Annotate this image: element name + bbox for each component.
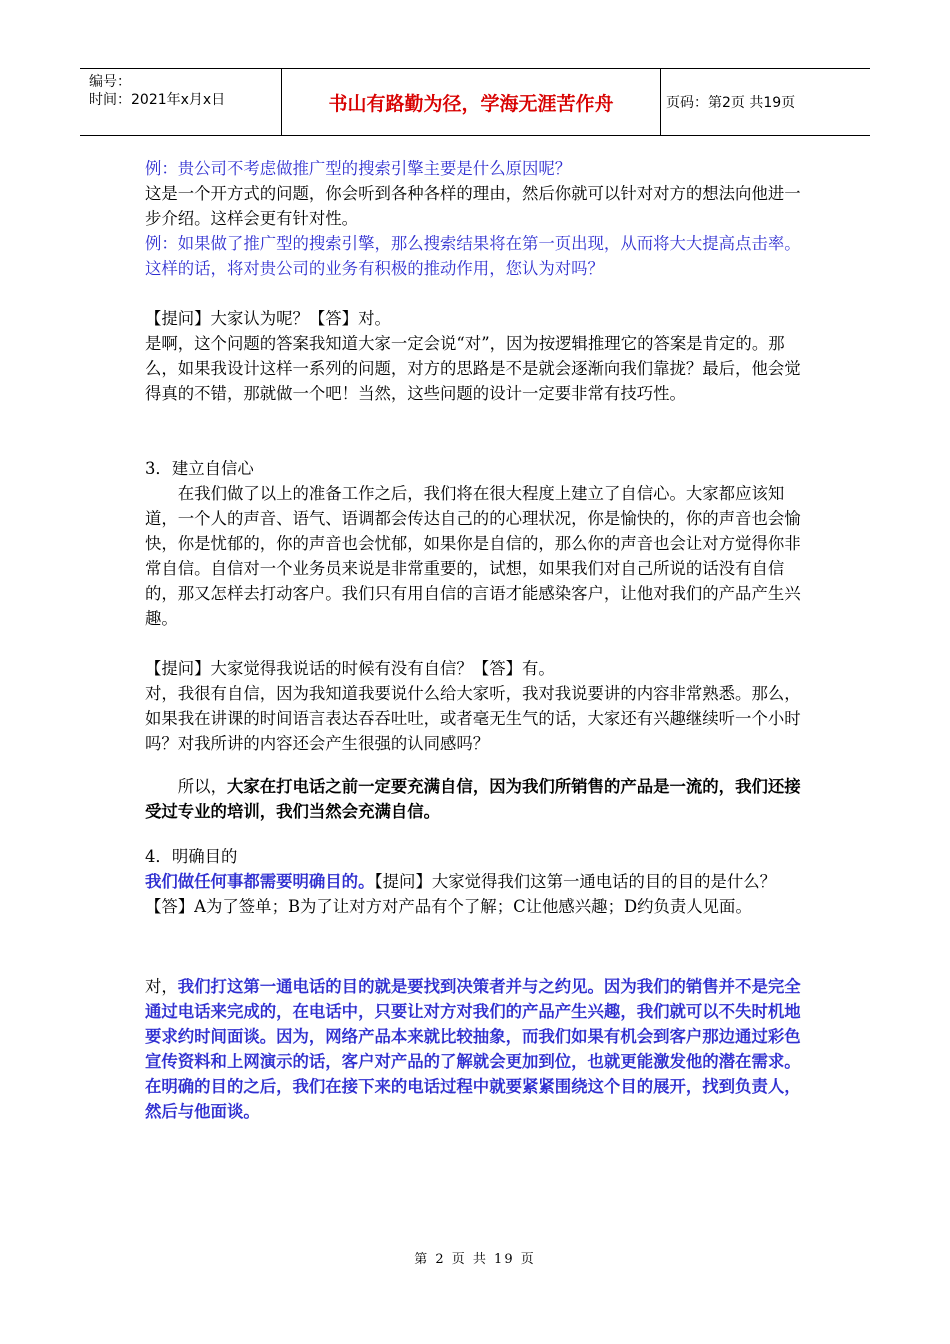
page-header	[80, 68, 870, 136]
paragraph: 这是一个开方式的问题，你会听到各种各样的理由，然后你就可以针对对方的想法向他进一步介绍。这样会更有针对性。	[145, 184, 801, 228]
paragraph: 在我们做了以上的准备工作之后，我们将在很大程度上建立了自信心。大家都应该知道，一个人的声音、语气、语调都会传达自己的的心理状况，你是愉快的，你的声音也会愉快，你是忧郁的，你的声音也会忧郁，如果你是自信的，那么你的声音也会让对方觉得你非常自信。自信对一个业务员来说是非常重要的，试想，如果我们对自己所说的话没有自信的，那又怎样去打动客户。我们只有用自信的言语才能感染客户，让他对我们的产品产生兴趣。	[145, 484, 801, 628]
document-body	[145, 156, 810, 1124]
paragraph	[145, 774, 810, 824]
paragraph: 是啊，这个问题的答案我知道大家一定会说“对”，因为按逻辑推理它的答案是肯定的。那么，如果我设计这样一系列的问题，对方的思路是不是就会逐渐向我们靠拢？最后，他会觉得真的不错，那就做一个吧！当然，这些问题的设计一定要非常有技巧性。	[145, 334, 801, 403]
question-answer: 【提问】大家觉得我说话的时候有没有自信？【答】有。	[145, 659, 555, 678]
header-page-number: 页码：第2页 共19页	[666, 95, 796, 111]
section-heading: 4．明确目的	[145, 847, 238, 866]
paragraph	[145, 869, 810, 919]
emphasis-text: 我们打这第一通电话的目的就是要找到决策者并与之约见。因为我们的销售并不是完全通过电话来完成的，在电话中，只要让对方对我们的产品产生兴趣，我们就可以不失时机地要求约时间面谈。因为，网络产品本来就比较抽象，而我们如果有机会到客户那边通过彩色宣传资料和上网演示的话，客户对产品的了解就会更加到位，也就更能激发他的潜在需求。在明确的目的之后，我们在接下来的电话过程中就要紧紧围绕这个目的展开，找到负责人，然后与他面谈。	[145, 977, 801, 1121]
header-info	[80, 69, 281, 135]
emphasis-text: 大家在打电话之前一定要充满自信，因为我们所销售的产品是一流的，我们还接受过专业的培训，我们当然会充满自信。	[145, 777, 801, 821]
paragraph-text: 【提问】大家觉得我们这第一通电话的目的目的是什么？【答】A为了签单；B为了让对方对产品有个了解；C让他感兴趣；D约负责人见面。	[145, 872, 777, 916]
page-footer: 第 2 页 共 19 页	[414, 1252, 536, 1267]
header-divider	[660, 69, 661, 135]
example-statement: 例：如果做了推广型的搜索引擎，那么搜索结果将在第一页出现，从而将大大提高点击率。这样的话，将对贵公司的业务有积极的推动作用，您认为对吗？	[145, 234, 801, 278]
number-label: 编号：	[89, 74, 131, 90]
header-motto: 书山有路勤为径，学海无涯苦作舟	[328, 92, 614, 115]
paragraph-lead: 所以，	[177, 777, 227, 796]
emphasis-text: 我们做任何事都需要明确目的。	[145, 872, 375, 891]
section-heading: 3．建立自信心	[145, 459, 254, 478]
paragraph-lead: 对，	[145, 977, 178, 996]
question-answer: 【提问】大家认为呢？【答】对。	[145, 309, 391, 328]
time-label: 时间：2021年x月x日	[89, 92, 226, 108]
paragraph: 对，我很有自信，因为我知道我要说什么给大家听，我对我说要讲的内容非常熟悉。那么，如果我在讲课的时间语言表达吞吞吐吐，或者毫无生气的话，大家还有兴趣继续听一个小时吗？对我所讲的内容还会产生很强的认同感吗？	[145, 684, 801, 753]
paragraph	[145, 974, 810, 1124]
example-question: 例：贵公司不考虑做推广型的搜索引擎主要是什么原因呢？	[145, 159, 572, 178]
